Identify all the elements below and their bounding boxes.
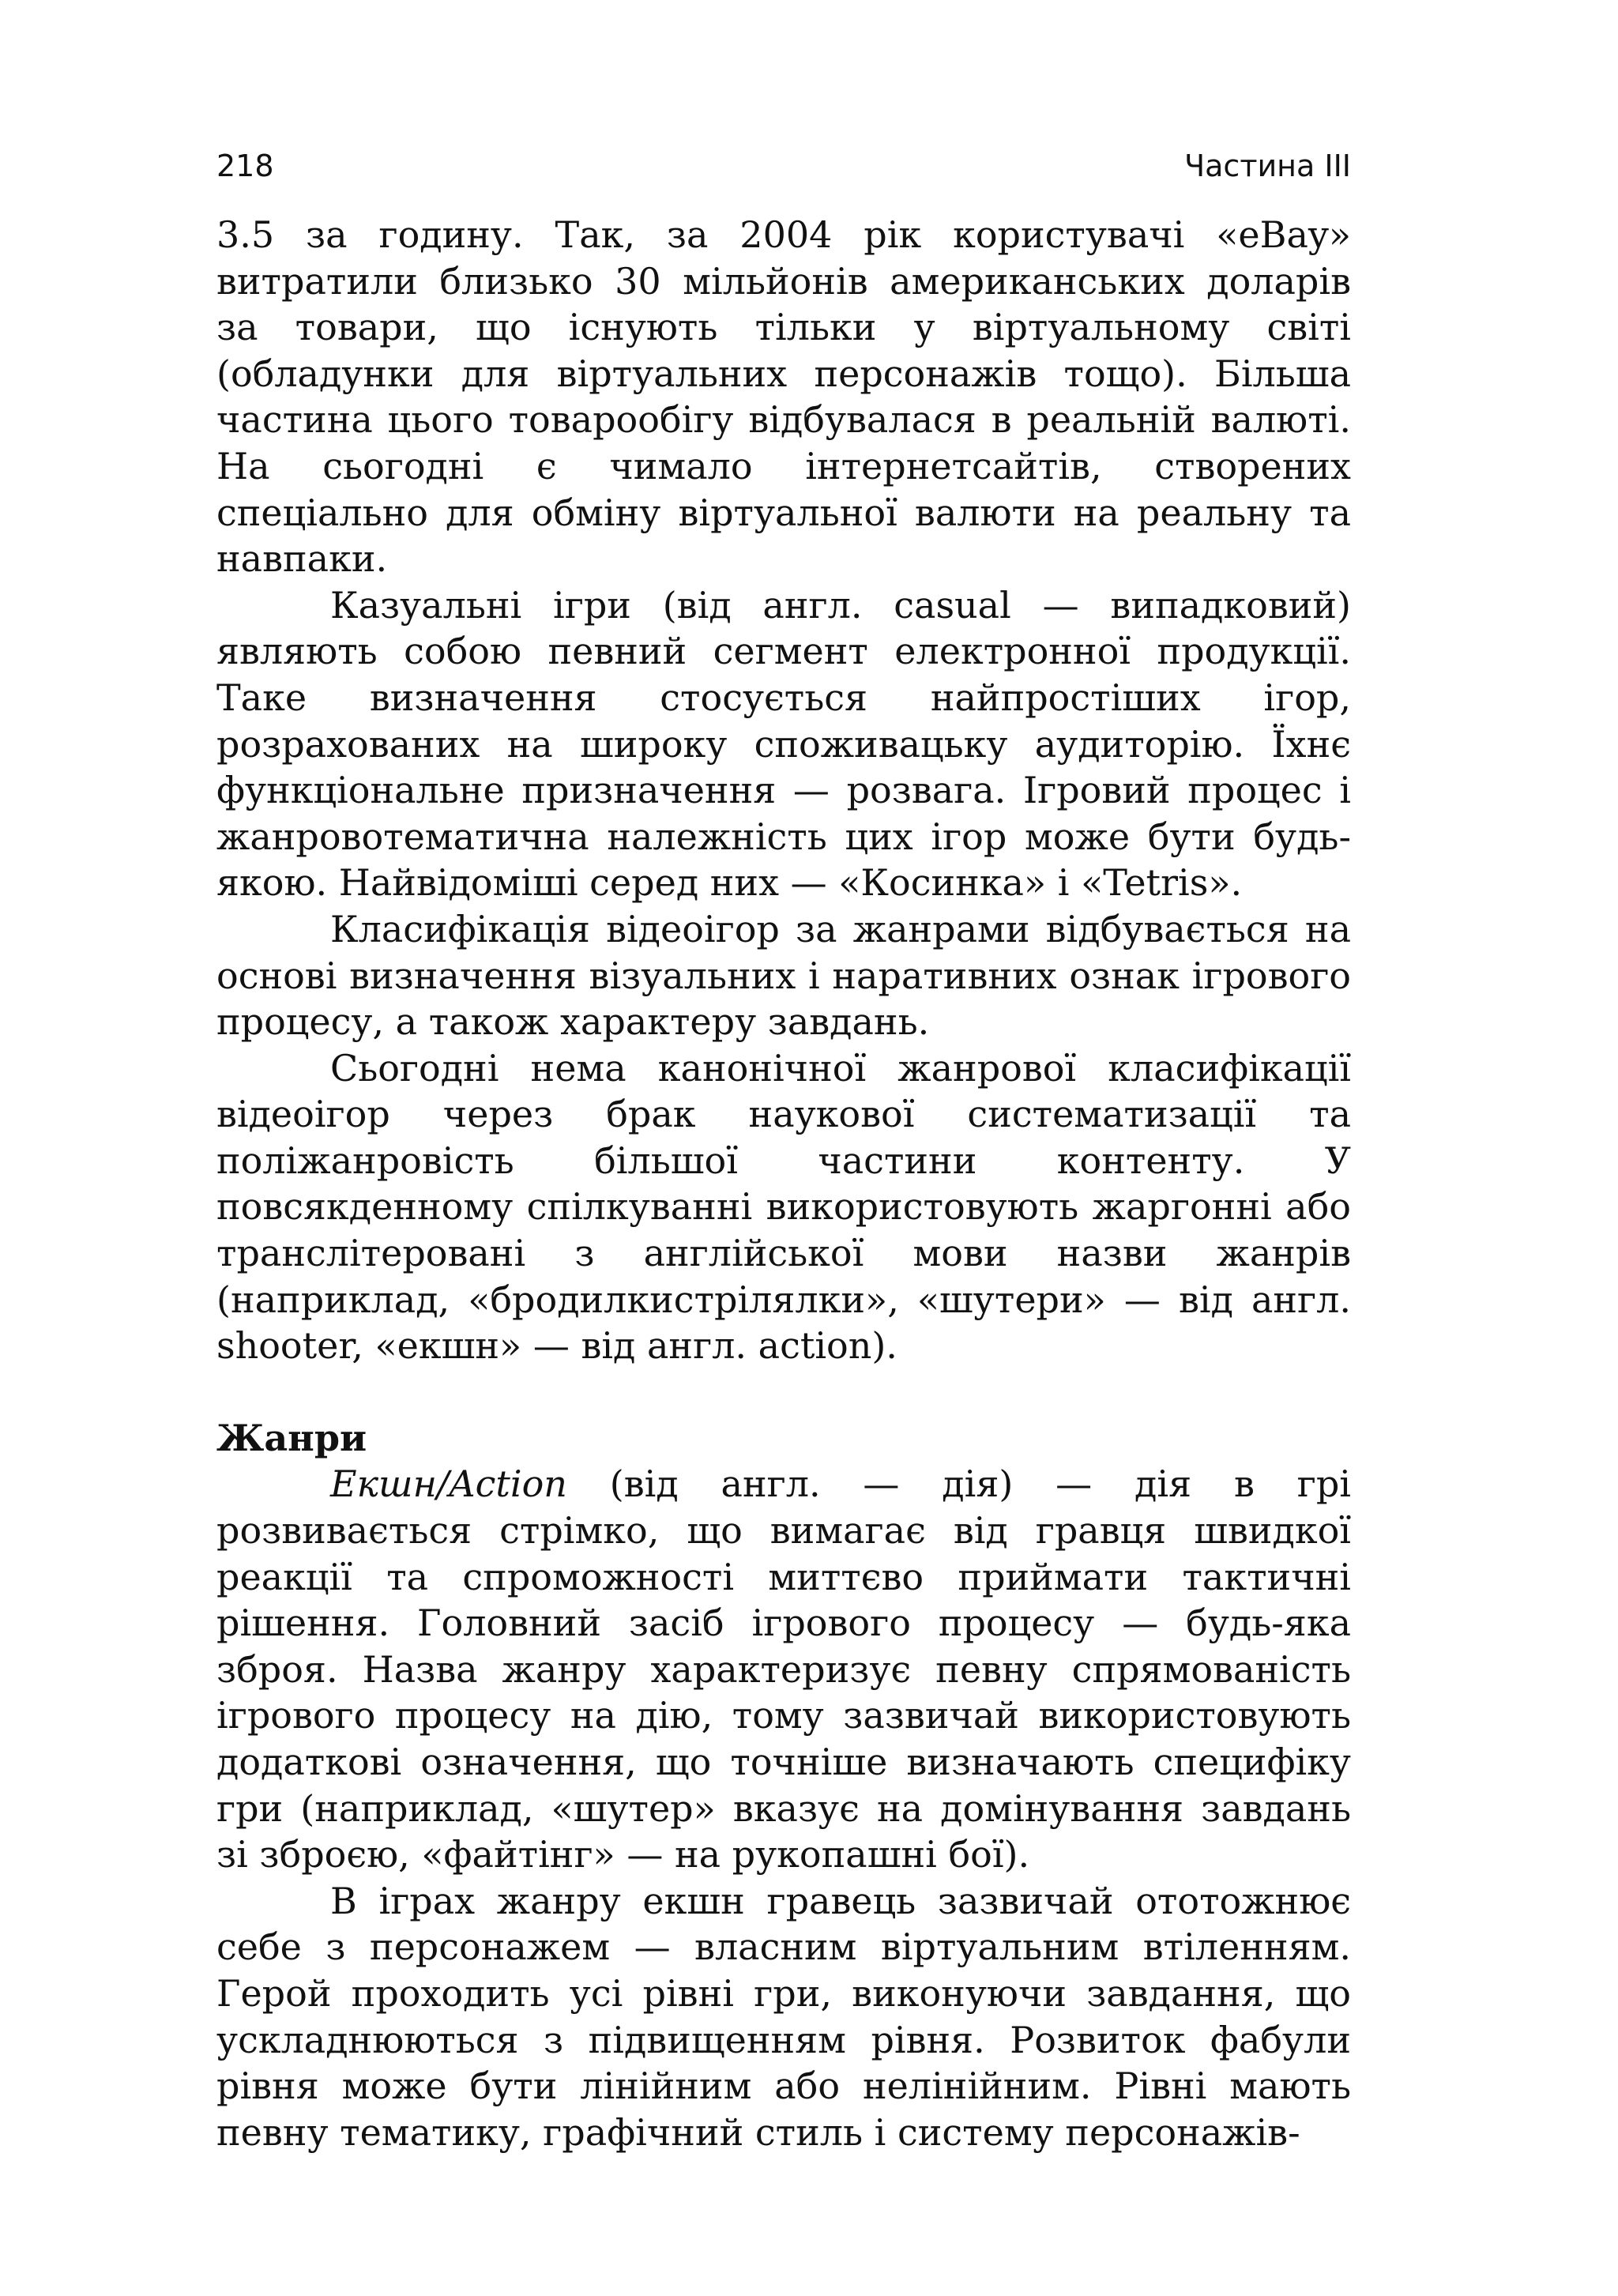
paragraph: В іграх жанру екшн гравець зазвичай ототожнює себе з персонажем — власним віртуальним втіленням. Герой проходить усі рівні гри, виконуючи завдання, що ускладнюються з підвищенням рівня. Розвиток фабули рівня може бути лінійним або нелінійним. Рівні мають певну тематику, графічний стиль і систему персонажів-	[216, 1879, 1351, 2154]
page-number: 218	[216, 149, 274, 183]
page-body	[216, 212, 1351, 2155]
paragraph	[216, 1461, 1351, 1877]
paragraph: Класифікація відеоігор за жанрами відбувається на основі визначення візуальних і наративних ознак ігрового процесу, а також характеру завдань.	[216, 907, 1351, 1044]
paragraph-text: (від англ. — дія) — дія в грі розвивається стрімко, що вимагає від гравця швидкої реакції та спроможності миттєво приймати тактичні рішення. Головний засіб ігрового процесу — будь-яка зброя. Назва жанру характеризує певну спрямованість ігрового процесу на дію, тому зазвичай використовують додаткові означення, що точніше визначають специфіку гри (наприклад, «шутер» вказує на домінування завдань зі зброєю, «файтінг» — на рукопашні бої).	[216, 1462, 1351, 1876]
genre-term: Екшн/Action	[330, 1462, 567, 1506]
paragraph: 3.5 за годину. Так, за 2004 рік користувачі «eBay» витратили близько 30 мільйонів американських доларів за товари, що існують тільки у віртуальному світі (обладунки для віртуальних персонажів тощо). Більша частина цього товарообігу відбувалася в реальній валюті. На сьогодні є чимало інтернетсайтів, створених спеціально для обміну віртуальної валюти на реальну та навпаки.	[216, 213, 1351, 581]
running-title: Частина III	[1184, 149, 1351, 183]
paragraph: Казуальні ігри (від англ. casual — випадковий) являють собою певний сегмент електронної продукції. Таке визначення стосується найпростіших ігор, розрахованих на широку споживацьку аудиторію. Їхнє функціональне призначення — розвага. Ігровий процес і жанровотематична належність цих ігор може бути будь-якою. Найвідоміші серед них — «Косинка» і «Tetris».	[216, 583, 1351, 905]
paragraph: Сьогодні нема канонічної жанрової класифікації відеоігор через брак наукової систематизації та поліжанровість більшої частини контенту. У повсякденному спілкуванні використовують жаргонні або транслітеровані з англійської мови назви жанрів (наприклад, «бродилкистрілялки», «шутери» — від англ. shooter, «екшн» — від англ. action).	[216, 1046, 1351, 1368]
page-header	[216, 149, 1351, 190]
section-heading: Жанри	[216, 1416, 367, 1459]
